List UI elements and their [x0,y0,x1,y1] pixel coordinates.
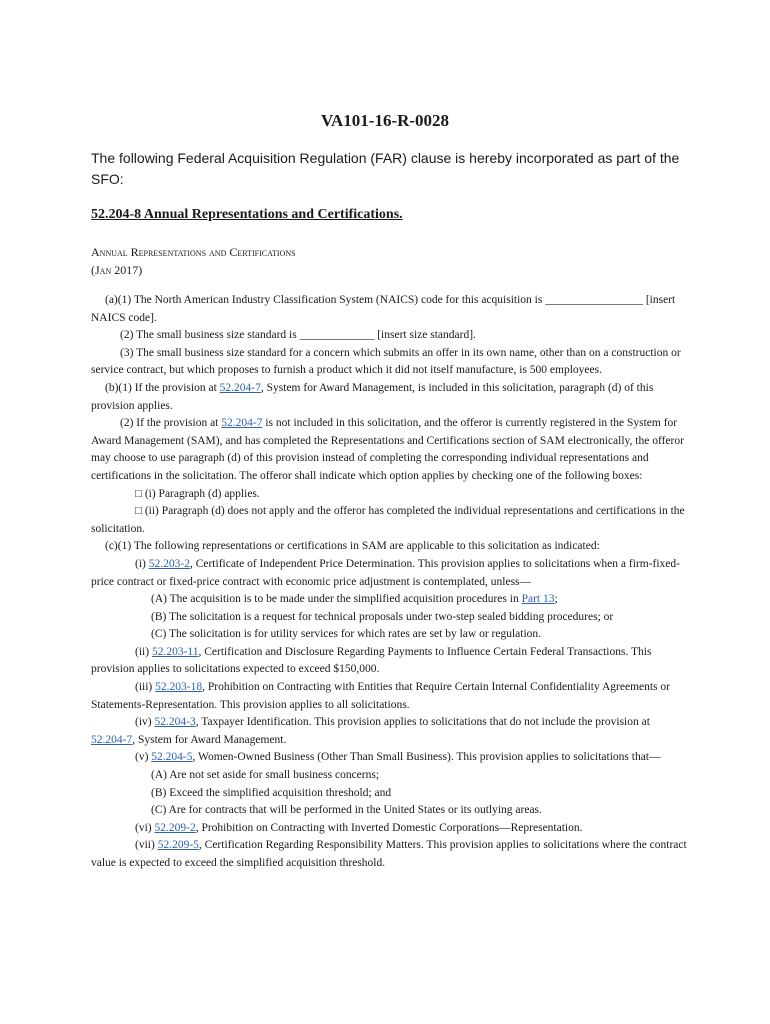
checkbox-option-ii[interactable]: □ (ii) Paragraph (d) does not apply and the offeror has completed the individual representations and certifications in the solicitation. [91,505,685,535]
link-52-209-5[interactable]: 52.209-5 [157,839,199,852]
para-c-iii-text: , Prohibition on Contracting with Entities that Require Certain Internal Confidentiality Agreements or Statements-Representation. This provision applies to all solicitations. [91,681,670,711]
para-c-vi-text: , Prohibition on Contracting with Inverted Domestic Corporations—Representation. [195,821,583,834]
para-c-iv-end: , System for Award Management. [132,733,287,746]
link-52-203-2[interactable]: 52.203-2 [148,557,190,570]
para-c-ii-text: , Certification and Disclosure Regarding Payments to Influence Certain Federal Transactions. This provision applies to solicitations expected to exceed $150,000. [91,645,652,676]
para-a2: (2) The small business size standard is _____________ [insert size standard]. [120,329,476,342]
para-c-iv [91,714,687,749]
para-c-iii-label: (iii) [135,681,156,694]
clause-heading: 52.204-8 Annual Representations and Certifications. [91,207,403,222]
para-b1-text: (b)(1) If the provision at [105,381,220,394]
para-c-iv-text: , Taxpayer Identification. This provision applies to solicitations that do not include the provision at [195,716,650,729]
para-c-vii-text: , Certification Regarding Responsibility Matters. This provision applies to solicitations where the contract value is expected to exceed the simplified acquisition threshold. [91,839,687,869]
checkbox-option-i[interactable]: □ (i) Paragraph (d) applies. [135,487,260,500]
para-c-iv-label: (iv) [135,716,155,729]
para-a1: (a)(1) The North American Industry Classification System (NAICS) code for this acquisition is _________________ [insert NAICS code]. [91,294,676,324]
para-c-i [91,556,687,591]
link-52-204-3[interactable]: 52.204-3 [154,716,196,729]
para-c-iii [91,679,687,714]
para-c-i-c: (C) The solicitation is for utility services for which rates are set by law or regulation. [151,628,542,641]
link-52-204-7[interactable]: 52.204-7 [219,381,261,394]
para-b1 [91,380,687,415]
para-c-v-b: (B) Exceed the simplified acquisition threshold; and [151,786,392,799]
para-c-v [91,749,687,767]
para-c-v-a: (A) Are not set aside for small business concerns; [151,769,380,782]
para-b2 [91,415,687,485]
para-a3: (3) The small business size standard for a concern which submits an offer in its own name, other than on a construction or service contract, but which proposes to furnish a product which it did not itself manufacture, is 500 employees. [91,346,681,377]
para-c-v-c: (C) Are for contracts that will be performed in the United States or its outlying areas. [151,804,542,817]
link-part-13[interactable]: Part 13 [521,593,555,606]
caption-title: Annual Representations and Certifications [91,245,296,259]
para-b2-text-end: is not included in this solicitation, and the offeror is currently registered in the System for Award Management (SAM), and has completed the Representations and Certifications section of SAM electronically, the offeror may choose to use paragraph (d) of this provision instead of completing the corresponding individual representations and certifications in the solicitation. The offeror shall indicate which option applies by checking one of the following boxes: [91,417,684,482]
link-52-204-5[interactable]: 52.204-5 [151,751,193,764]
clause-caption [91,243,296,279]
intro-paragraph: The following Federal Acquisition Regulation (FAR) clause is hereby incorporated as part of the SFO: [91,150,680,187]
para-c-vii-label: (vii) [135,839,158,852]
para-c-v-text: , Women-Owned Business (Other Than Small Business). This provision applies to solicitations that— [192,751,661,764]
para-c-vi [91,820,687,838]
para-b2-text: (2) If the provision at [120,417,222,430]
para-c-i-label: (i) [135,557,149,570]
link-52-204-7[interactable]: 52.204-7 [221,417,263,430]
link-52-203-11[interactable]: 52.203-11 [151,645,199,658]
para-c-ii [91,644,687,679]
clause-body [91,292,687,873]
para-c-vii [91,837,687,872]
caption-date: (Jan 2017) [91,263,143,277]
link-52-203-18[interactable]: 52.203-18 [155,681,203,694]
para-c-i-text: , Certificate of Independent Price Determination. This provision applies to solicitations when a firm-fixed-price contract or fixed-price contract with economic price adjustment is contemplated, unless— [91,557,680,588]
link-52-209-2[interactable]: 52.209-2 [154,821,196,834]
para-c-i-a [91,591,687,609]
para-c-i-a-text: (A) The acquisition is to be made under the simplified acquisition procedures in [151,593,522,606]
para-c-vi-label: (vi) [135,821,155,834]
para-b1-text-end: , System for Award Management, is included in this solicitation, paragraph (d) of this provision applies. [91,381,654,412]
para-c-i-b: (B) The solicitation is a request for technical proposals under two-step sealed bidding procedures; or [151,610,614,623]
para-c-i-a-end: ; [554,593,558,606]
link-52-204-7[interactable]: 52.204-7 [91,733,133,746]
para-c1: (c)(1) The following representations or certifications in SAM are applicable to this solicitation as indicated: [105,540,600,553]
document-title: VA101-16-R-0028 [320,111,450,130]
para-c-ii-label: (ii) [135,645,152,658]
para-c-v-label: (v) [135,751,152,764]
